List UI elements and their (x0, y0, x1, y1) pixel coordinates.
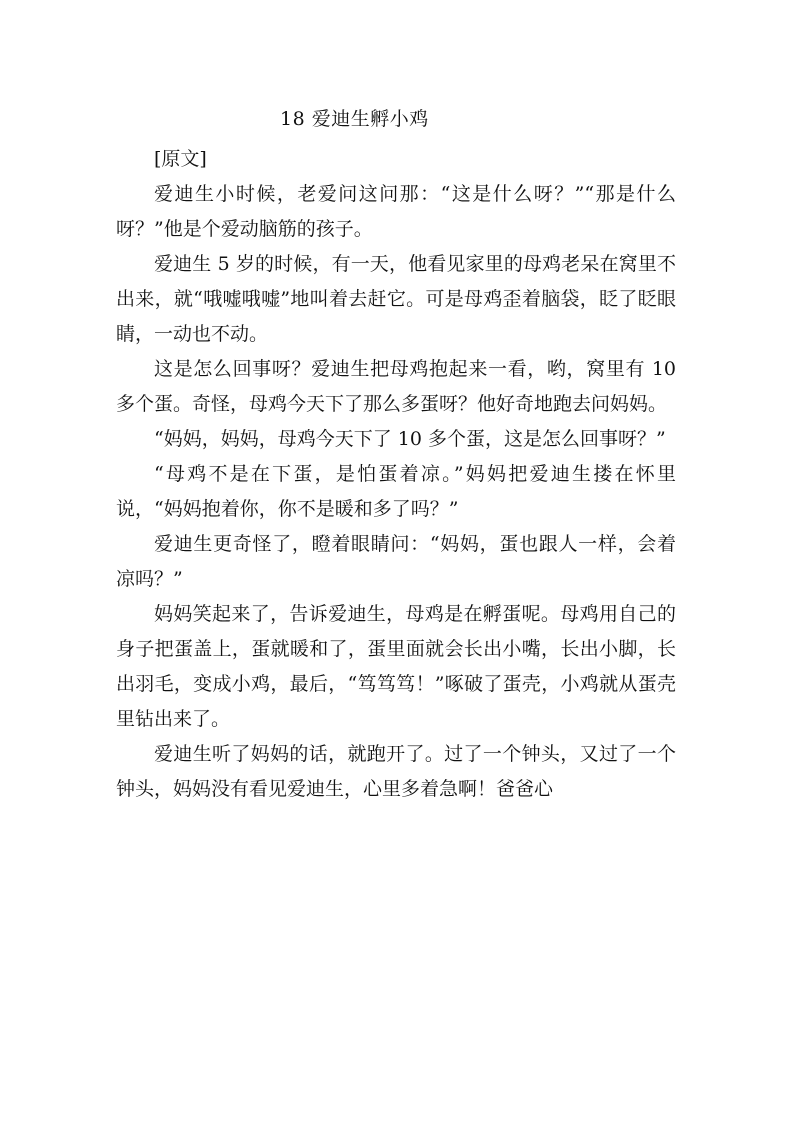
paragraph: 这是怎么回事呀？爱迪生把母鸡抱起来一看，哟，窝里有 10 多个蛋。奇怪，母鸡今天下了那么多蛋呀？他好奇地跑去问妈妈。 (116, 358, 676, 415)
section-label: [原文] (154, 148, 207, 170)
paragraph: “母鸡不是在下蛋，是怕蛋着凉。”妈妈把爱迪生搂在怀里说，“妈妈抱着你，你不是暖和多了吗？” (116, 463, 676, 520)
document-title: 18 爱迪生孵小鸡 (280, 108, 429, 130)
paragraph: 爱迪生小时候，老爱问这问那：“这是什么呀？”“那是什么呀？”他是个爱动脑筋的孩子。 (116, 183, 676, 240)
document-body (116, 142, 676, 807)
paragraph: 妈妈笑起来了，告诉爱迪生，母鸡是在孵蛋呢。母鸡用自己的身子把蛋盖上，蛋就暖和了，蛋里面就会长出小嘴，长出小脚，长出羽毛，变成小鸡，最后，“笃笃笃！”啄破了蛋壳，小鸡就从蛋壳里钻出来了。 (116, 603, 676, 730)
paragraph: 爱迪生 5 岁的时候，有一天，他看见家里的母鸡老呆在窝里不出来，就“哦嘘哦嘘”地叫着去赶它。可是母鸡歪着脑袋，眨了眨眼睛，一动也不动。 (116, 253, 676, 345)
paragraph: “妈妈，妈妈，母鸡今天下了 10 多个蛋，这是怎么回事呀？” (154, 428, 666, 450)
paragraph: 爱迪生听了妈妈的话，就跑开了。过了一个钟头，又过了一个钟头，妈妈没有看见爱迪生，心里多着急啊！爸爸心 (116, 743, 676, 800)
paragraph: 爱迪生更奇怪了，瞪着眼睛问：“妈妈，蛋也跟人一样，会着凉吗？” (116, 533, 676, 590)
